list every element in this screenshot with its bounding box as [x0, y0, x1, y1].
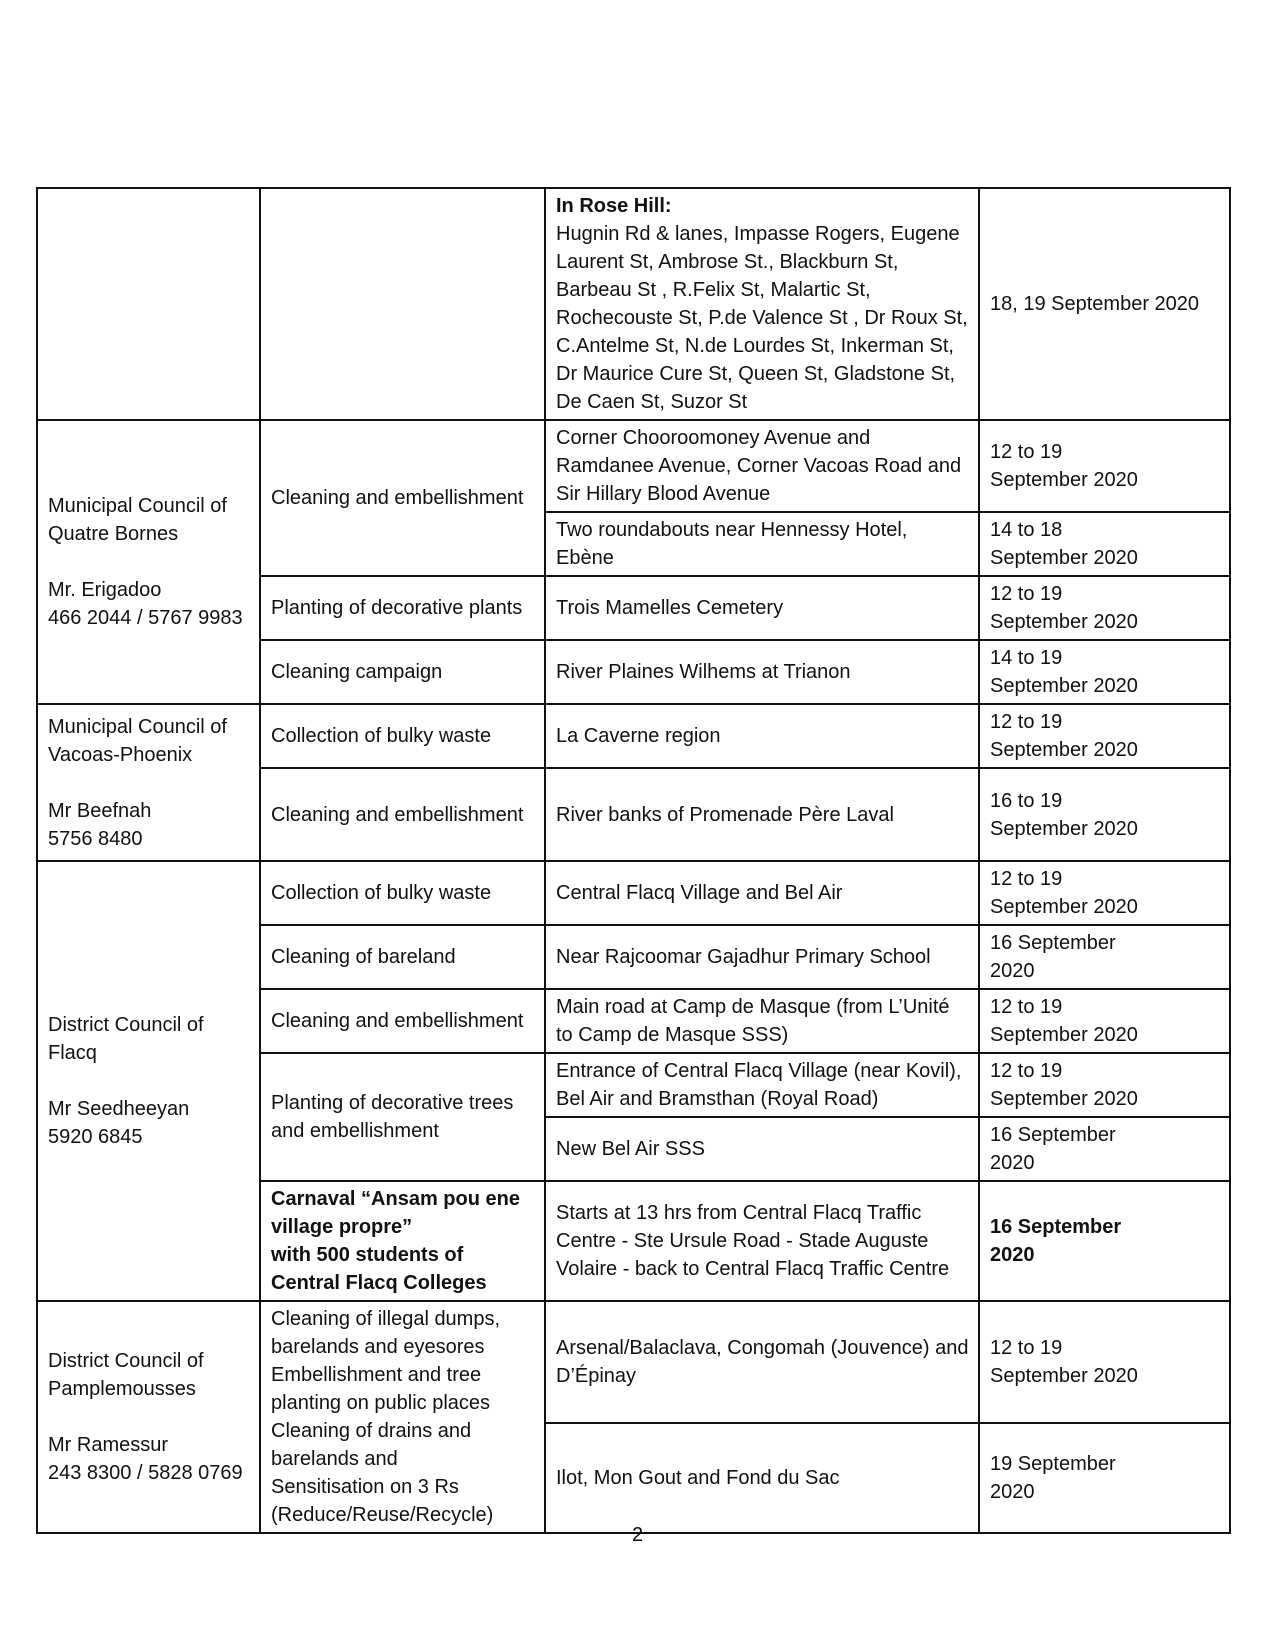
council-cell-empty	[37, 188, 260, 420]
location-cell: Arsenal/Balaclava, Congomah (Jouvence) and D’Épinay	[545, 1301, 979, 1423]
activity-cell: Planting of decorative trees and embellishment	[260, 1053, 545, 1181]
date-cell: 14 to 18 September 2020	[979, 512, 1230, 576]
date-cell: 12 to 19 September 2020	[979, 1301, 1230, 1423]
date-cell: 14 to 19 September 2020	[979, 640, 1230, 704]
date-cell: 18, 19 September 2020	[979, 188, 1230, 420]
location-cell: Central Flacq Village and Bel Air	[545, 861, 979, 925]
date-cell: 12 to 19 September 2020	[979, 420, 1230, 512]
date-cell: 12 to 19 September 2020	[979, 1053, 1230, 1117]
location-cell: River banks of Promenade Père Laval	[545, 768, 979, 861]
council-cell: Municipal Council of Quatre Bornes Mr. Erigadoo 466 2044 / 5767 9983	[37, 420, 260, 704]
location-cell: Near Rajcoomar Gajadhur Primary School	[545, 925, 979, 989]
council-cell: District Council of Pamplemousses Mr Ramessur 243 8300 / 5828 0769	[37, 1301, 260, 1533]
location-cell: La Caverne region	[545, 704, 979, 768]
location-cell: Trois Mamelles Cemetery	[545, 576, 979, 640]
table-row	[37, 188, 1230, 420]
location-cell: Main road at Camp de Masque (from L’Unité to Camp de Masque SSS)	[545, 989, 979, 1053]
location-cell: Entrance of Central Flacq Village (near Kovil), Bel Air and Bramsthan (Royal Road)	[545, 1053, 979, 1117]
activity-cell: Cleaning and embellishment	[260, 420, 545, 576]
date-cell: 12 to 19 September 2020	[979, 989, 1230, 1053]
activity-cell: Collection of bulky waste	[260, 704, 545, 768]
date-cell: 16 September 2020	[979, 1117, 1230, 1181]
schedule-table	[36, 187, 1231, 1534]
table-row	[37, 861, 1230, 925]
table-row	[37, 1301, 1230, 1423]
activity-cell: Cleaning and embellishment	[260, 768, 545, 861]
page-number: 2	[631, 1524, 644, 1546]
council-cell: District Council of Flacq Mr Seedheeyan 5920 6845	[37, 861, 260, 1301]
location-cell: Ilot, Mon Gout and Fond du Sac	[545, 1423, 979, 1533]
location-cell: Two roundabouts near Hennessy Hotel, Ebène	[545, 512, 979, 576]
activity-cell: Cleaning campaign	[260, 640, 545, 704]
location-cell: Starts at 13 hrs from Central Flacq Traffic Centre - Ste Ursule Road - Stade Auguste Volaire - back to Central Flacq Traffic Centre	[545, 1181, 979, 1301]
date-cell: 12 to 19 September 2020	[979, 704, 1230, 768]
date-cell: 16 September 2020	[979, 925, 1230, 989]
activity-cell: Planting of decorative plants	[260, 576, 545, 640]
location-cell	[545, 188, 979, 420]
location-cell: River Plaines Wilhems at Trianon	[545, 640, 979, 704]
council-cell: Municipal Council of Vacoas-Phoenix Mr Beefnah 5756 8480	[37, 704, 260, 861]
activity-cell: Cleaning of bareland	[260, 925, 545, 989]
activity-cell: Carnaval “Ansam pou ene village propre” with 500 students of Central Flacq Colleges	[260, 1181, 545, 1301]
activity-cell: Cleaning of illegal dumps, barelands and eyesores Embellishment and tree planting on public places Cleaning of drains and barelands and Sensitisation on 3 Rs (Reduce/Reuse/Recycle)	[260, 1301, 545, 1533]
activity-cell: Cleaning and embellishment	[260, 989, 545, 1053]
date-cell: 16 to 19 September 2020	[979, 768, 1230, 861]
date-cell: 12 to 19 September 2020	[979, 576, 1230, 640]
table-row	[37, 420, 1230, 512]
table-row	[37, 704, 1230, 768]
location-cell: New Bel Air SSS	[545, 1117, 979, 1181]
location-heading: In Rose Hill:	[556, 195, 672, 217]
date-cell: 12 to 19 September 2020	[979, 861, 1230, 925]
location-cell: Corner Chooroomoney Avenue and Ramdanee Avenue, Corner Vacoas Road and Sir Hillary Blood Avenue	[545, 420, 979, 512]
date-cell: 16 September 2020	[979, 1181, 1230, 1301]
activity-cell-empty	[260, 188, 545, 420]
location-text: Hugnin Rd & lanes, Impasse Rogers, Eugene Laurent St, Ambrose St., Blackburn St, Barbeau St , R.Felix St, Malartic St, Rochecouste St, P.de Valence St , Dr Roux St, C.Antelme St, N.de Lourdes St, Inkerman St, Dr Maurice Cure St, Queen St, Gladstone St, De Caen St, Suzor St	[556, 223, 968, 413]
activity-cell: Collection of bulky waste	[260, 861, 545, 925]
date-cell: 19 September 2020	[979, 1423, 1230, 1533]
